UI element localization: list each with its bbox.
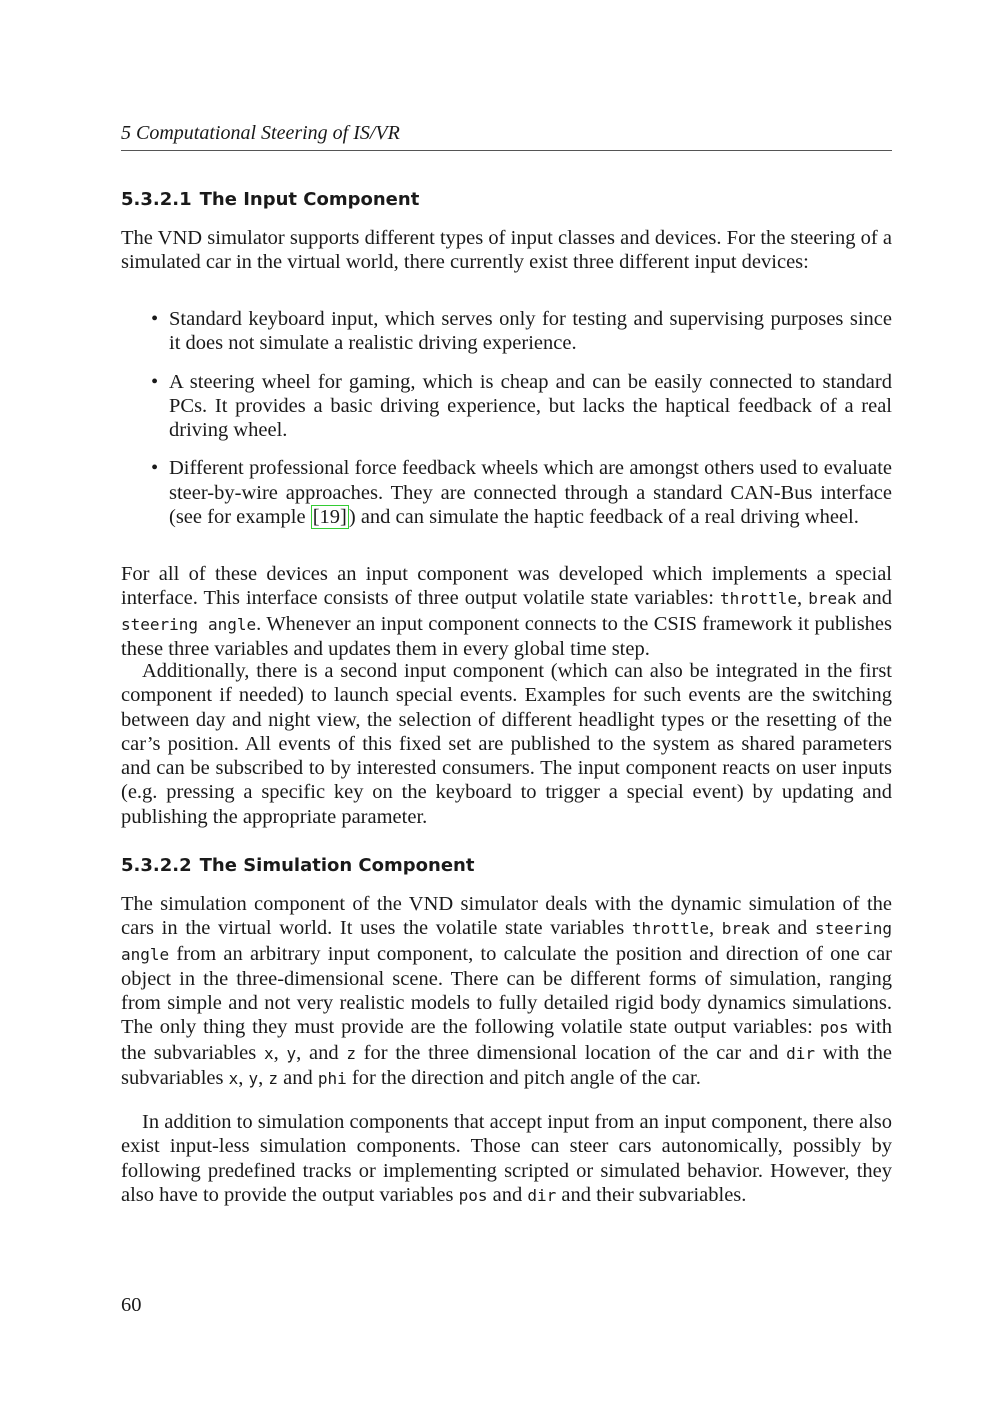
citation-link[interactable]: [19] (312, 506, 347, 529)
code-variable: y (248, 1069, 259, 1089)
code-variable: y (286, 1043, 297, 1063)
input-intro-paragraph: The VND simulator supports different types of input classes and devices. For the steering of a simulated car in the virtual world, there currently exist three different input devices: (121, 227, 892, 274)
input-events-paragraph: Additionally, there is a second input component (which can also be integrated in the first component if needed) to launch special events. Examples for such events are the switching between day and night view, the selection of different headlight types or the resetting of the car’s position. All events of this fixed set are published to the system as shared parameters and can be subscribed to by interested consumers. The input component reacts on user inputs (e.g. pressing a specific key on the keyboard to trigger a special event) by updating and publishing the appropriate parameter. (121, 660, 892, 828)
code-variable: dir (527, 1185, 557, 1205)
list-item (121, 456, 892, 529)
code-variable: throttle (719, 589, 798, 609)
code-variable: phi (317, 1069, 347, 1089)
code-variable: z (268, 1069, 279, 1089)
running-head: 5 Computational Steering of IS/VR (121, 120, 892, 151)
section-heading-input (121, 188, 419, 212)
list-item-text: A steering wheel for gaming, which is cheap and can be easily connected to standard PCs. It provides a basic driving experience, but lacks the haptical feedback of a real driving wheel. (169, 370, 892, 442)
list-item (121, 307, 892, 356)
input-interface-paragraph: For all of these devices an input component was developed which implements a special interface. This interface consists of three output volatile state variables: throttle, break and steering angle. Whenever an input component connects to the CSIS framework it publishes these three variables and updates them in every global time step. (121, 563, 893, 660)
section-heading-simulation (121, 854, 474, 878)
code-variable: pos (819, 1018, 849, 1038)
section-number: 5.3.2.1 (121, 189, 192, 210)
code-variable: break (808, 589, 857, 609)
bullet-icon: • (151, 370, 159, 393)
input-devices-list (121, 307, 892, 529)
section-number: 5.3.2.2 (121, 855, 192, 876)
page-number: 60 (121, 1294, 142, 1316)
code-variable: pos (458, 1185, 488, 1205)
code-variable: break (721, 919, 770, 939)
text-run: Different professional force feedback wheels which are amongst others used to evaluate steer-by-wire approaches. They are connected through a standard CAN-Bus interface (see for example (169, 457, 892, 529)
text-run: ) and can simulate the haptic feedback of a real driving wheel. (348, 506, 859, 529)
code-variable: z (346, 1043, 356, 1063)
code-variable: dir (786, 1043, 816, 1063)
list-item-text: Standard keyboard input, which serves only for testing and supervising purposes since it does not simulate a realistic driving experience. (169, 308, 892, 355)
list-item-text (169, 457, 892, 529)
bullet-icon: • (151, 457, 159, 480)
section-title: The Input Component (199, 189, 420, 210)
list-item (121, 370, 892, 443)
code-variable: x (228, 1069, 239, 1089)
code-variable: throttle (631, 919, 709, 939)
code-variable: steering angle (121, 614, 257, 634)
code-variable: steering angle (121, 919, 892, 964)
page (121, 0, 892, 1414)
simulation-paragraph: The simulation component of the VND simulator deals with the dynamic simulation of the cars in the virtual world. It uses the volatile state variables throttle, break and steering angle from an arbitrary input component, to calculate the position and direction of one car object in the three-dimensional scene. There can be different forms of simulation, ranging from simple and not very realistic models to fully detailed rigid body dynamics simulations. The only thing they must provide are the following volatile state output variables: pos with the subvariables x, y, and z for the three dimensional location of the car and dir with the subvariables x, y, z and phi for the direction and pitch angle of the car. (121, 893, 893, 1090)
simulation-inputless-paragraph: In addition to simulation components that accept input from an input component, there also exist input-less simulation components. Those can steer cars autonomically, possibly by following predefined tracks or implementing scripted or simulated behavior. However, they also have to provide the output variables pos and dir and their subvariables. (121, 1111, 892, 1206)
bullet-icon: • (151, 308, 159, 330)
section-title: The Simulation Component (199, 855, 475, 876)
code-variable: x (263, 1043, 274, 1063)
